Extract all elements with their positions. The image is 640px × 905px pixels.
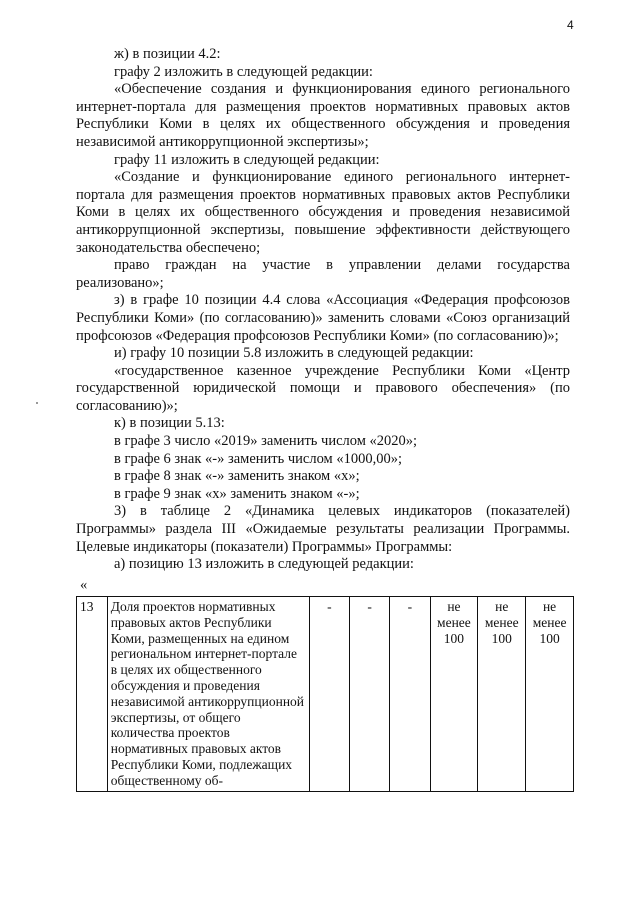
table-cell: - <box>309 597 349 792</box>
paragraph: к) в позиции 5.13: <box>114 415 225 432</box>
paragraph: и) графу 10 позиции 5.8 изложить в следующей редакции: <box>114 345 474 362</box>
paragraph: в графе 6 знак «-» заменить числом «1000,00»; <box>114 450 403 467</box>
paragraph: ж) в позиции 4.2: <box>114 46 221 62</box>
row-number: 13 <box>77 597 108 792</box>
paragraph: графу 11 изложить в следующей редакции: <box>114 151 380 168</box>
paragraph: в графе 9 знак «х» заменить знаком «-»; <box>114 485 360 502</box>
page-number: 4 <box>567 18 574 32</box>
paragraph: 3) в таблице 2 «Динамика целевых индикаторов (показателей) Программы» раздела III «Ожидаемые результаты реализации Программы. Целевые индикаторы (показатели) Программы» Программы: <box>76 503 570 555</box>
table-cell: не менее 100 <box>478 597 526 792</box>
paragraph: право граждан на участие в управлении делами государства реализовано»; <box>76 257 570 291</box>
paragraph: «Обеспечение создания и функционирования единого регионального интернет-портала для размещения проектов нормативных правовых актов Республики Коми в целях их общественного обсуждения и проведения независимой антикоррупционной экспертизы»; <box>76 81 570 150</box>
paragraph: в графе 3 число «2019» заменить числом «2020»; <box>114 433 418 450</box>
indicator-table <box>76 596 574 792</box>
paragraph: а) позицию 13 изложить в следующей редакции: <box>114 556 414 573</box>
paragraph: «государственное казенное учреждение Республики Коми «Центр государственной юридической помощи и правового обеспечения» (по согласованию)»; <box>76 362 570 414</box>
table-cell: не менее 100 <box>526 597 574 792</box>
table-row <box>77 597 574 792</box>
scan-artifact <box>36 402 38 404</box>
quote-open: « <box>80 577 88 593</box>
document-body <box>76 46 570 574</box>
paragraph: з) в графе 10 позиции 4.4 слова «Ассоциация «Федерация профсоюзов Республики Коми» (по согласованию)» заменить словами «Союз организаций профсоюзов «Федерация профсоюзов Республики Коми» (по согласованию)»; <box>76 292 570 344</box>
paragraph: в графе 8 знак «-» заменить знаком «х»; <box>114 468 360 485</box>
paragraph: «Создание и функционирование единого регионального интернет-портала для размещения проектов нормативных правовых актов Республики Коми в целях их общественного обсуждения и проведения независимой антикоррупционной экспертизы, повышение эффективности действующего законодательства обеспечено; <box>76 169 570 256</box>
table-cell: не менее 100 <box>430 597 478 792</box>
paragraph: графу 2 изложить в следующей редакции: <box>114 63 373 80</box>
table-cell: - <box>349 597 389 792</box>
indicator-name: Доля проектов нормативных правовых актов Республики Коми, размещенных на едином региональном интернет-портале в целях их общественного обсуждения и проведения независимой антикоррупционной экспертизы, от общего количества проектов нормативных правовых актов Республики Коми, подлежащих общественному об- <box>107 597 309 792</box>
table-cell: - <box>390 597 430 792</box>
